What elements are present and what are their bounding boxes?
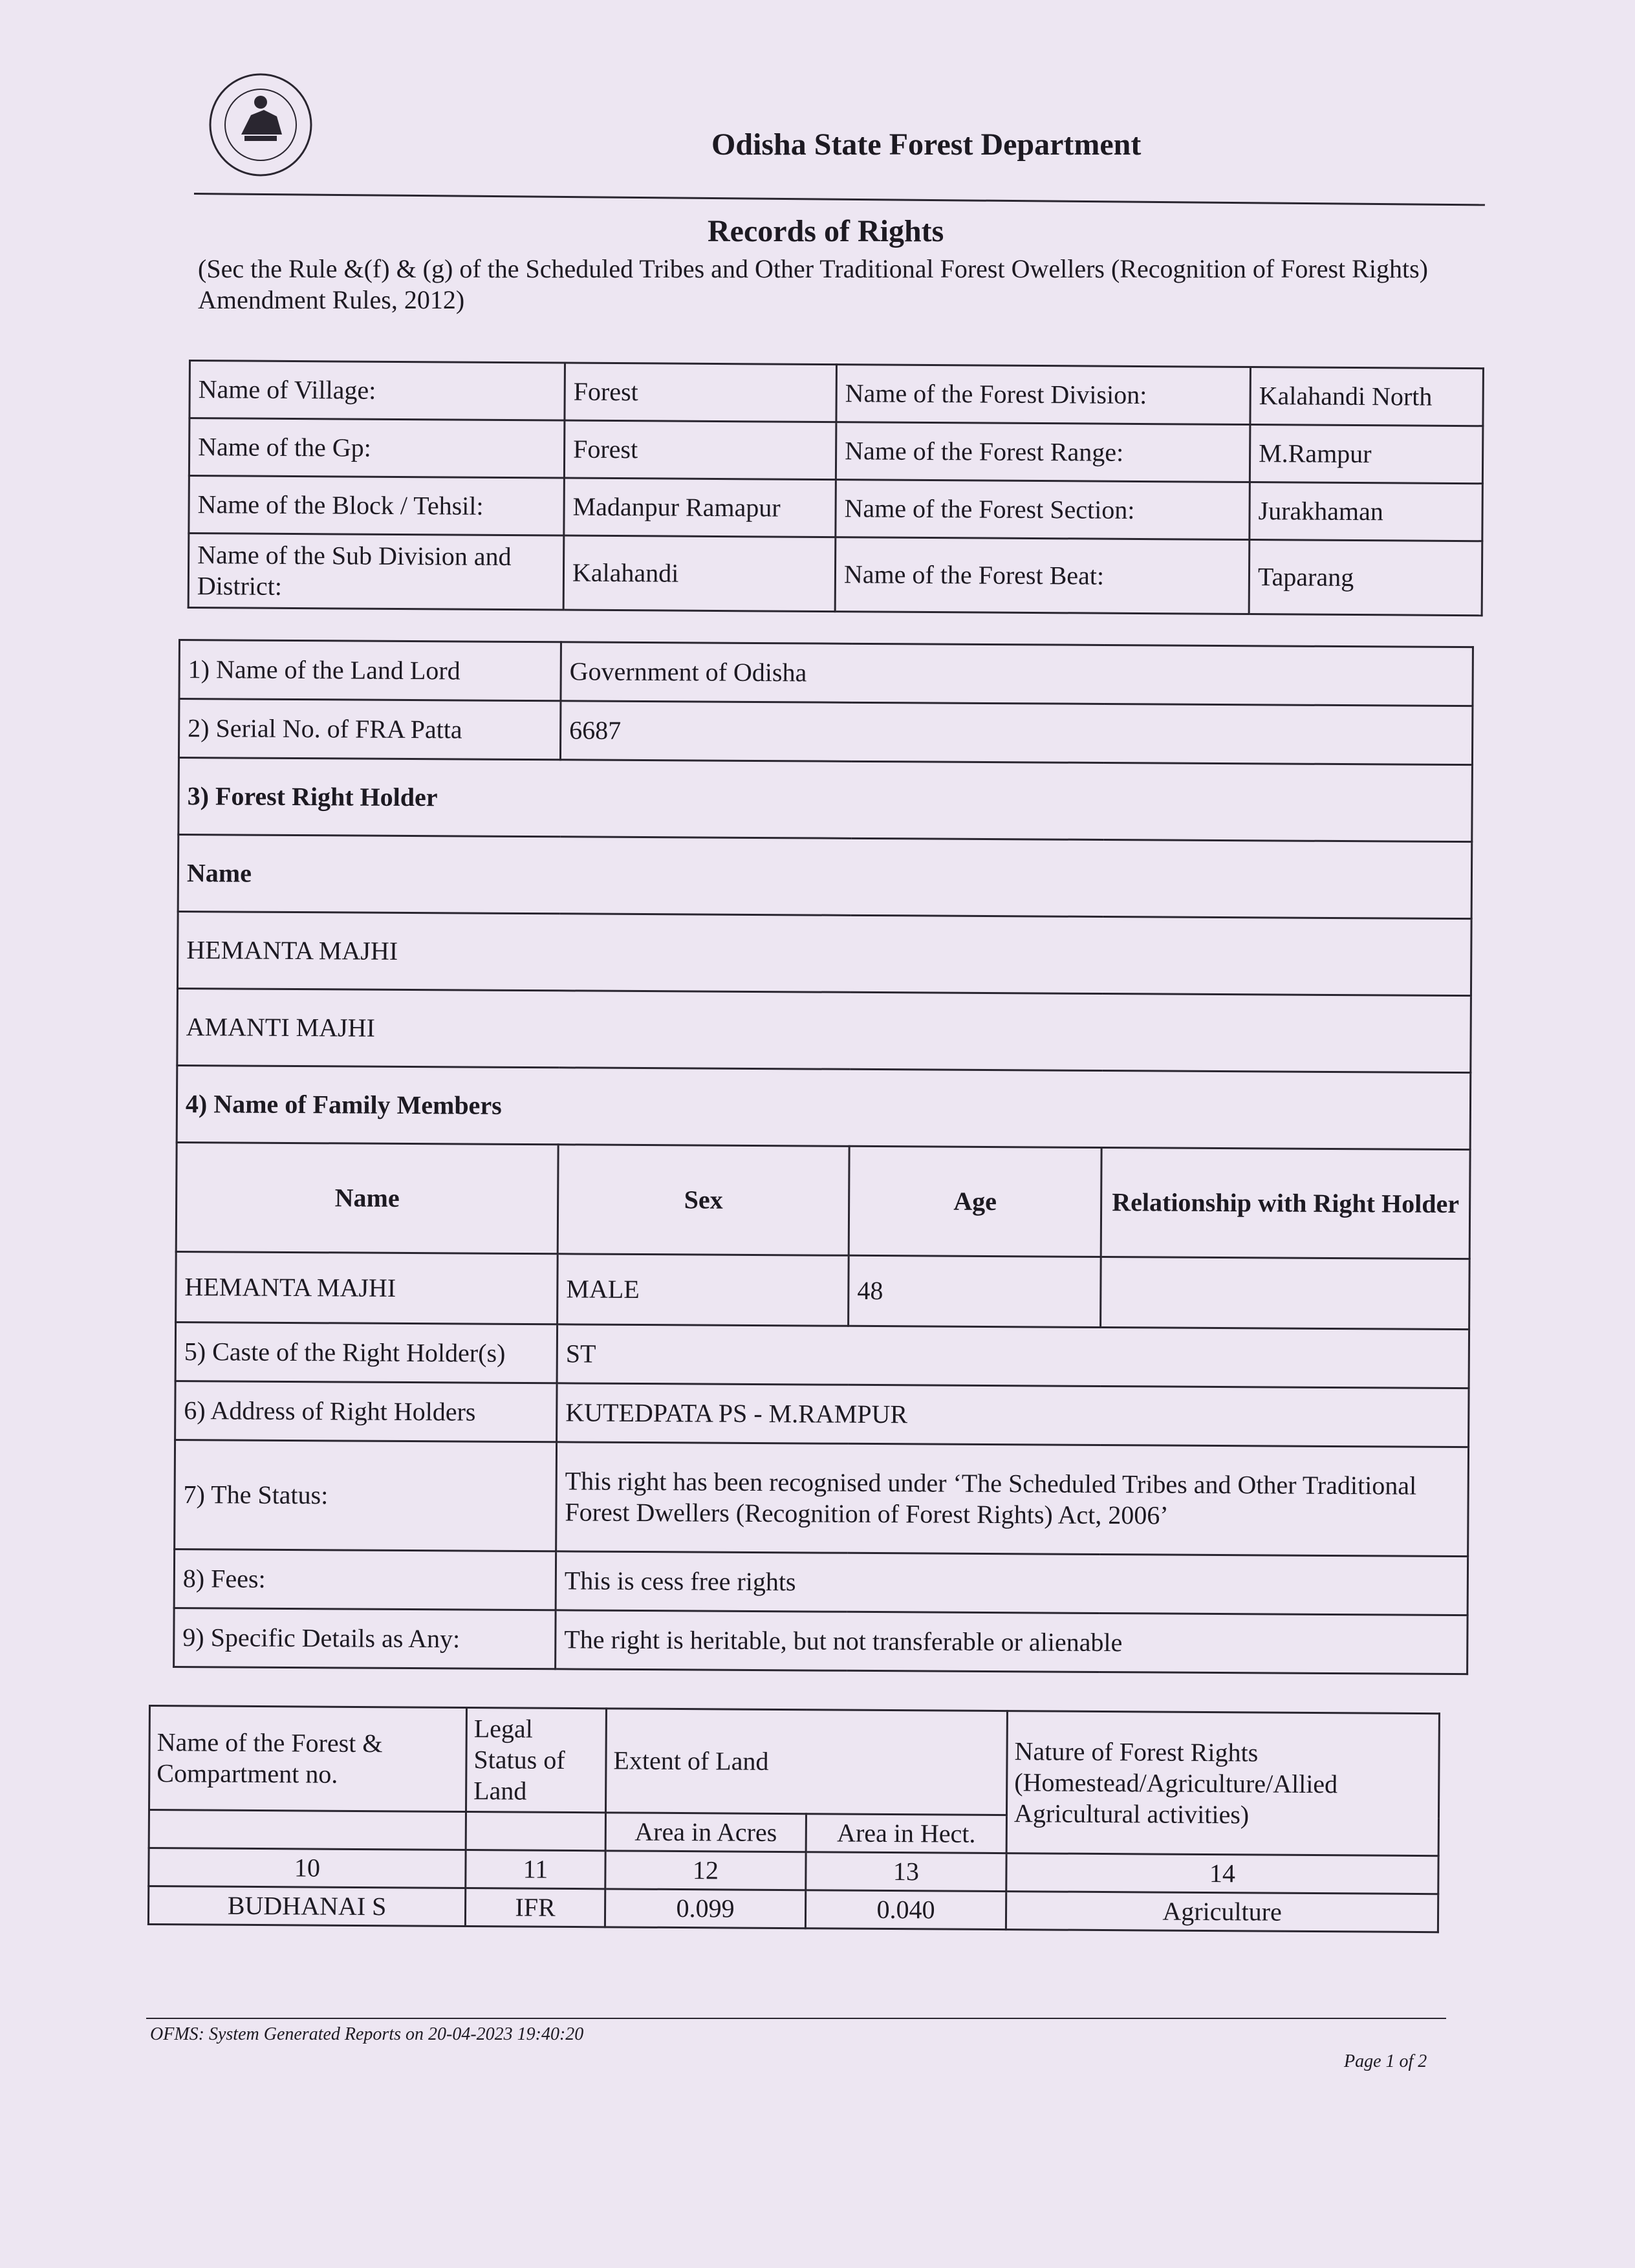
land-forest-value: BUDHANAI S — [148, 1886, 465, 1927]
col-number: 10 — [149, 1848, 466, 1888]
beat-value: Taparang — [1249, 540, 1482, 616]
location-table — [188, 360, 1484, 616]
landlord-value: Government of Odisha — [561, 642, 1473, 706]
range-value: M.Rampur — [1250, 425, 1483, 484]
family-member-sex: MALE — [558, 1254, 849, 1326]
subdiv-label: Name of the Sub Division and District: — [188, 534, 564, 610]
col-number: 11 — [466, 1850, 605, 1888]
blank-cell — [466, 1811, 605, 1850]
holder-name-2: AMANTI MAJHI — [177, 989, 1471, 1073]
col-area-hect: Area in Hect. — [806, 1814, 1006, 1853]
family-member-name: HEMANTA MAJHI — [176, 1251, 558, 1324]
fees-value: This is cess free rights — [556, 1551, 1468, 1615]
section-value: Jurakhaman — [1250, 482, 1483, 541]
beat-label: Name of the Forest Beat: — [835, 537, 1250, 614]
footer-divider — [146, 2018, 1446, 2019]
col-number: 12 — [605, 1851, 806, 1890]
address-label: 6) Address of Right Holders — [175, 1381, 557, 1442]
land-acres-value: 0.099 — [605, 1889, 805, 1928]
family-col-relationship: Relationship with Right Holder — [1101, 1147, 1470, 1258]
range-label: Name of the Forest Range: — [836, 422, 1250, 482]
gp-label: Name of the Gp: — [189, 418, 565, 479]
col-legal-status: Legal Status of Land — [466, 1708, 606, 1813]
generated-note: OFMS: System Generated Reports on 20-04-2023 19:40:20 — [150, 2024, 584, 2044]
family-col-name: Name — [176, 1142, 558, 1253]
land-nature-value: Agriculture — [1006, 1892, 1438, 1932]
serial-value: 6687 — [560, 701, 1473, 765]
page-number: Page 1 of 2 — [1344, 2051, 1427, 2071]
landlord-label: 1) Name of the Land Lord — [179, 640, 561, 701]
caste-value: ST — [557, 1324, 1469, 1388]
village-value: Forest — [565, 363, 837, 422]
status-value — [556, 1442, 1469, 1557]
col-nature-of-rights: Nature of Forest Rights (Homestead/Agriculture/Allied Agricultural activities) — [1006, 1711, 1439, 1856]
block-label: Name of the Block / Tehsil: — [189, 476, 565, 536]
family-member-age: 48 — [849, 1255, 1101, 1327]
land-legal-value: IFR — [465, 1888, 605, 1927]
details-value: The right is heritable, but not transferable or alienable — [556, 1610, 1468, 1674]
org-name: Odisha State Forest Department — [711, 127, 1142, 162]
holder-name-heading: Name — [178, 835, 1472, 919]
family-col-sex: Sex — [558, 1145, 849, 1256]
status-line-1: This right has been recognised under ‘The Scheduled Tribes and Other Traditional — [565, 1466, 1417, 1500]
family-heading: 4) Name of Family Members — [177, 1065, 1471, 1149]
blank-cell — [149, 1810, 466, 1850]
caste-label: 5) Caste of the Right Holder(s) — [175, 1322, 557, 1383]
col-extent-of-land: Extent of Land — [605, 1709, 1007, 1815]
record-table — [173, 639, 1474, 1675]
division-value: Kalahandi North — [1250, 367, 1484, 426]
status-line-2: Forest Dwellers (Recognition of Forest Rights) Act, 2006’ — [565, 1497, 1169, 1530]
col-area-acres: Area in Acres — [605, 1813, 806, 1852]
land-table — [147, 1705, 1440, 1933]
division-label: Name of the Forest Division: — [836, 365, 1251, 425]
holder-heading: 3) Forest Right Holder — [179, 758, 1473, 842]
village-label: Name of Village: — [189, 361, 565, 421]
col-number: 14 — [1006, 1853, 1438, 1894]
subdiv-value: Kalahandi — [563, 535, 836, 612]
col-forest-compartment: Name of the Forest & Compartment no. — [149, 1706, 467, 1812]
status-label: 7) The Status: — [175, 1440, 557, 1551]
family-col-age: Age — [849, 1146, 1101, 1257]
fees-label: 8) Fees: — [174, 1549, 556, 1610]
family-member-relationship — [1101, 1257, 1470, 1329]
gp-value: Forest — [564, 420, 836, 480]
section-label: Name of the Forest Section: — [836, 480, 1250, 540]
land-hect-value: 0.040 — [805, 1890, 1006, 1930]
header-divider — [194, 193, 1485, 206]
col-number: 13 — [806, 1852, 1006, 1892]
serial-label: 2) Serial No. of FRA Patta — [179, 699, 560, 760]
block-value: Madanpur Ramapur — [564, 478, 836, 537]
details-label: 9) Specific Details as Any: — [174, 1608, 556, 1669]
odisha-emblem-icon — [206, 70, 316, 180]
address-value: KUTEDPATA PS - M.RAMPUR — [557, 1383, 1469, 1447]
holder-name-1: HEMANTA MAJHI — [177, 912, 1471, 996]
document-title: Records of Rights — [708, 214, 944, 248]
document-subtitle: (Sec the Rule &(f) & (g) of the Scheduled Tribes and Other Traditional Forest Owellers (Recognition of Forest Rights) Amendment Rules, 2012) — [198, 254, 1428, 314]
